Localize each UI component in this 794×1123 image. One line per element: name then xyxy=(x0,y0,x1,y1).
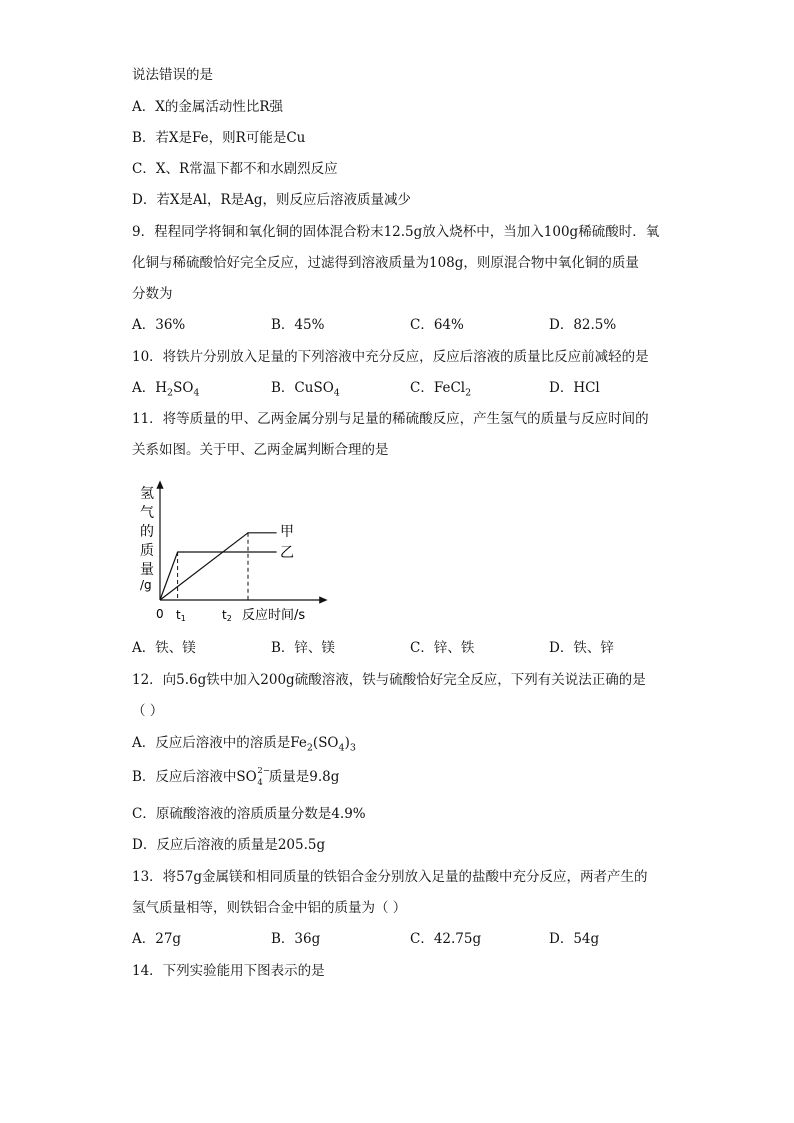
q12-paren: （ ） xyxy=(132,703,164,719)
series-label-yi: 乙 xyxy=(280,545,294,561)
q10-option-b xyxy=(271,379,340,403)
q11-line-1: 11．将等质量的甲、乙两金属分别与足量的稀硫酸反应，产生氢气的质量与反应时间的 xyxy=(132,411,649,427)
q10-a-sub2: 4 xyxy=(193,387,200,399)
sulfate-ion: SO 2− 4 xyxy=(236,766,270,788)
q10-c-sub: 2 xyxy=(465,387,472,399)
q8-option-d: D．若X是Al，R是Ag，则反应后溶液质量减少 xyxy=(132,192,412,208)
q10-c-pre: C．FeCl xyxy=(410,380,466,396)
q13-option-b: B．36g xyxy=(271,931,321,947)
q12-option-b xyxy=(132,768,339,786)
q9-line-1: 9．程程同学将铜和氧化铜的固体混合粉末12.5g放入烧杯中，当加入100g稀硫酸时．氧 xyxy=(132,224,660,240)
q12-line-1: 12．向5.6g铁中加入200g硫酸溶液，铁与硫酸恰好完全反应，下列有关说法正确的是 xyxy=(132,672,646,688)
q12-option-d: D．反应后溶液的质量是205.5g xyxy=(132,837,326,853)
q10-a-mid: SO xyxy=(173,380,194,396)
q12-a-mid: (SO xyxy=(312,735,339,751)
q10-option-c xyxy=(410,379,471,403)
q12-option-a xyxy=(132,734,356,758)
q11-line-2: 关系如图。关于甲、乙两金属判断合理的是 xyxy=(132,442,389,458)
q10-b-pre: B．CuSO xyxy=(271,380,334,396)
q8-option-a: A．X的金属活动性比R强 xyxy=(132,99,284,115)
q10-line-1: 10．将铁片分别放入足量的下列溶液中充分反应，反应后溶液的质量比反应前减轻的是 xyxy=(132,349,649,365)
q11-option-d: D．铁、锌 xyxy=(549,640,614,656)
ylabel-char: 氢 xyxy=(140,486,154,502)
ylabel-char: 气 xyxy=(140,505,154,521)
q12-a-sub1: 2 xyxy=(306,742,313,754)
reaction-chart xyxy=(136,478,336,628)
q11-option-b: B．锌、镁 xyxy=(271,640,335,656)
q10-option-a xyxy=(132,379,199,403)
q13-line-2: 氢气质量相等，则铁铝合金中铝的质量为（ ） xyxy=(132,900,407,916)
ylabel-char: /g xyxy=(140,578,152,592)
q14-line-1: 14．下列实验能用下图表示的是 xyxy=(132,963,325,979)
q12-a-sub2: 4 xyxy=(338,742,345,754)
q8-stem-tail: 说法错误的是 xyxy=(132,67,213,83)
q12-option-c: C．原硫酸溶液的溶质质量分数是4.9% xyxy=(132,806,366,822)
q10-b-sub: 4 xyxy=(333,387,340,399)
q12-a-sub3: 3 xyxy=(349,742,356,754)
q12-a-end: ) xyxy=(344,735,350,751)
ylabel-char: 量 xyxy=(140,562,154,578)
tick-t1: t1 xyxy=(176,608,186,623)
q13-option-d: D．54g xyxy=(549,931,600,947)
q9-option-a: A．36% xyxy=(132,317,186,333)
q12-b-pre: B．反应后溶液中 xyxy=(132,769,237,785)
q12-b-post: 质量是9.8g xyxy=(268,769,340,785)
q9-option-c: C．64% xyxy=(410,317,464,333)
q9-option-b: B．45% xyxy=(271,317,325,333)
q13-option-a: A．27g xyxy=(132,931,182,947)
series-label-jia: 甲 xyxy=(280,524,294,540)
q13-option-c: C．42.75g xyxy=(410,931,482,947)
q11-option-c: C．锌、铁 xyxy=(410,640,475,656)
ylabel-char: 质 xyxy=(140,543,154,559)
q8-option-b: B．若X是Fe，则R可能是Cu xyxy=(132,130,306,146)
origin-label: 0 xyxy=(156,607,164,621)
q11-option-a: A．铁、镁 xyxy=(132,640,196,656)
q10-a-sub1: 2 xyxy=(167,387,174,399)
q9-option-d: D．82.5% xyxy=(549,317,617,333)
q8-option-c: C．X、R常温下都不和水剧烈反应 xyxy=(132,161,338,177)
q13-line-1: 13．将57g金属镁和相同质量的铁铝合金分别放入足量的盐酸中充分反应，两者产生的 xyxy=(132,869,648,885)
q12-a-pre: A．反应后溶液中的溶质是Fe xyxy=(132,735,307,751)
ylabel-char: 的 xyxy=(140,524,154,540)
q10-a-pre: A．H xyxy=(132,380,168,396)
x-axis-label: 反应时间/s xyxy=(242,608,306,623)
tick-t2: t2 xyxy=(222,608,232,623)
q10-option-d: D．HCl xyxy=(549,380,600,396)
q9-line-2: 化铜与稀硫酸恰好完全反应，过滤得到溶液质量为108g，则原混合物中氧化铜的质量 xyxy=(132,255,639,271)
q9-line-3: 分数为 xyxy=(132,286,173,302)
